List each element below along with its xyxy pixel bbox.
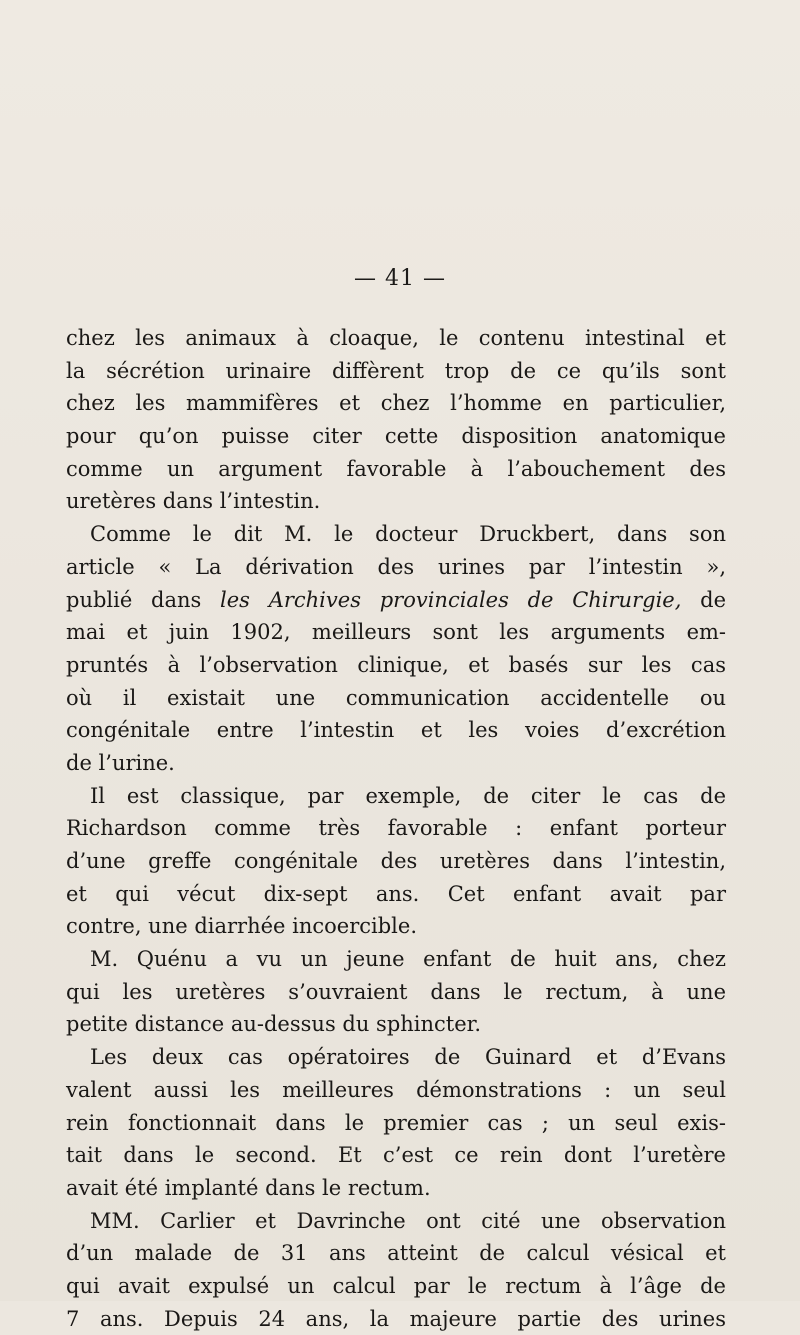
text-line: valent aussi les meilleures démonstrations : un seul xyxy=(66,1077,726,1102)
text-line-with-italic xyxy=(66,584,726,617)
text-line: avait été implanté dans le rectum. xyxy=(66,1175,431,1200)
text-line: la sécrétion urinaire diffèrent trop de ce qu’ils sont xyxy=(66,358,726,383)
text-line: comme un argument favorable à l’abouchement des xyxy=(66,456,726,481)
text-line: qui les uretères s’ouvraient dans le rectum, à une xyxy=(66,979,726,1004)
text-line: Richardson comme très favorable : enfant porteur xyxy=(66,816,726,841)
text-line: MM. Carlier et Davrinche ont cité une observation xyxy=(90,1208,726,1233)
text-line: 7 ans. Depuis 24 ans, la majeure partie des urines xyxy=(66,1306,726,1331)
text-line: uretères dans l’intestin. xyxy=(66,489,321,514)
text-line: pour qu’on puisse citer cette disposition anatomique xyxy=(66,424,726,449)
text-line: contre, une diarrhée incoercible. xyxy=(66,914,418,939)
text-line: Il est classique, par exemple, de citer le cas de xyxy=(90,783,726,808)
text-line: chez les animaux à cloaque, le contenu intestinal et xyxy=(66,326,726,350)
text-segment: publié dans xyxy=(66,587,221,612)
text-line: pruntés à l’observation clinique, et basés sur les cas xyxy=(66,652,726,677)
body-text xyxy=(66,322,726,1335)
text-line: et qui vécut dix-sept ans. Cet enfant avait par xyxy=(66,881,726,906)
text-line: mai et juin 1902, meilleurs sont les arguments em- xyxy=(66,620,726,645)
text-line: tait dans le second. Et c’est ce rein dont l’uretère xyxy=(66,1143,726,1168)
text-line: d’un malade de 31 ans atteint de calcul vésical et xyxy=(66,1241,726,1266)
journal-title-italic: les Archives provinciales de Chirurgie, xyxy=(220,587,682,612)
text-line: chez les mammifères et chez l’homme en particulier, xyxy=(66,391,726,416)
text-line: Comme le dit M. le docteur Druckbert, dans son xyxy=(90,522,726,547)
page-number: — 41 — xyxy=(354,266,446,291)
text-segment: de xyxy=(681,587,727,612)
text-line: de l’urine. xyxy=(66,750,175,775)
text-line: rein fonctionnait dans le premier cas ; un seul exis- xyxy=(66,1110,726,1135)
text-line: petite distance au-dessus du sphincter. xyxy=(66,1012,482,1037)
text-line: M. Quénu a vu un jeune enfant de huit ans, chez xyxy=(90,947,726,972)
text-line: congénitale entre l’intestin et les voies d’excrétion xyxy=(66,718,726,743)
text-line: où il existait une communication accidentelle ou xyxy=(66,685,726,710)
text-line: Les deux cas opératoires de Guinard et d’Evans xyxy=(90,1045,726,1070)
text-line: d’une greffe congénitale des uretères dans l’intestin, xyxy=(66,849,726,873)
text-line: article « La dérivation des urines par l’intestin », xyxy=(66,554,726,579)
text-line: qui avait expulsé un calcul par le rectum à l’âge de xyxy=(66,1273,726,1298)
